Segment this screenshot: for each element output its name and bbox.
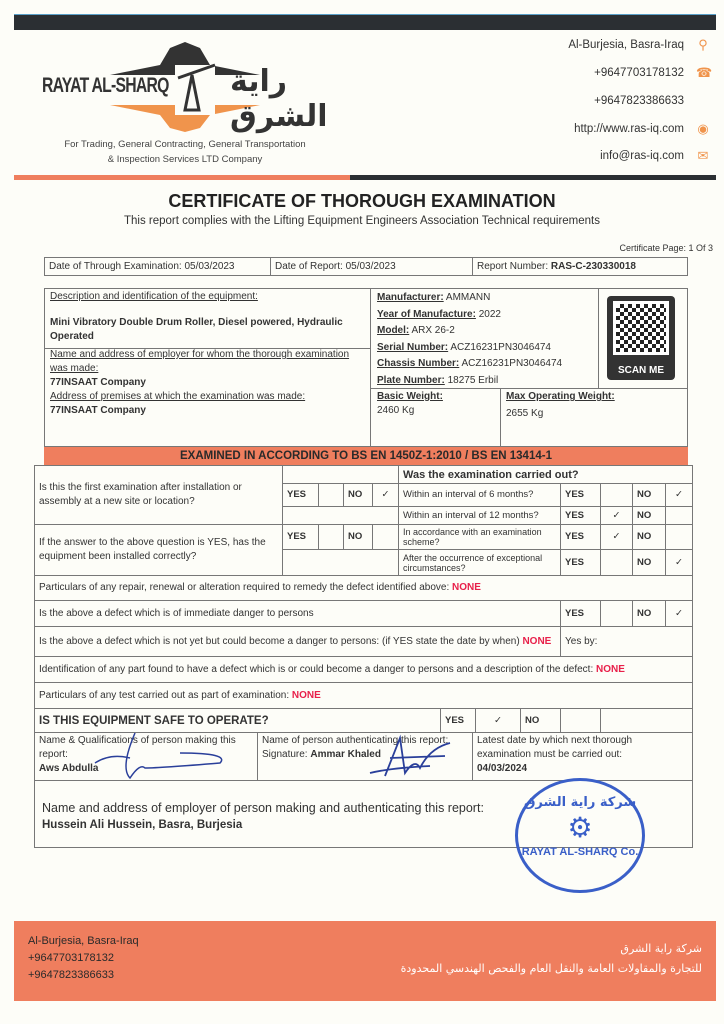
- equipment-fields: [377, 290, 597, 389]
- next-exam-date: Latest date by which next thorough examination must be carried out: 04/03/2024: [473, 733, 693, 781]
- mail-icon: ✉: [697, 148, 709, 163]
- contact-website[interactable]: http://www.ras-iq.com ◉: [574, 121, 709, 136]
- footer-arabic-desc: للتجارة والمقاولات العامة والنقل العام والفحص الهندسي المحدودة: [400, 962, 702, 975]
- contact-address: Al-Burjesia, Basra-Iraq ⚲: [568, 39, 684, 51]
- report-maker: Name & Qualifications of person making this report: Aws Abdulla: [35, 733, 258, 781]
- q-installed-correctly: If the answer to the above question is YES, has the equipment been installed correctly?: [35, 525, 283, 576]
- serial-field: Serial Number: ACZ16231PN3046474: [377, 341, 551, 353]
- company-tagline: For Trading, General Contracting, General Transportation & Inspection Services LTD Company: [64, 139, 306, 165]
- examination-table: Is this the first examination after installation or assembly at a new site or location? Was the examination carried out? YES NO ✓ Within an interval of 6 months? YES NO ✓ Within an interval of 12 months? YES ✓ NO If the answer to the above question is YES, has the equipment been installed correctly? YES NO In accordance with an examination scheme? YES ✓ NO After the occurrence of exceptional circumstances? YES NO ✓ Particulars of any repair, renewal or alteration required to remedy the defect identified above: NONE Is the above a defect which is of immediate danger to persons YES NO ✓ Is the above a defect which is not yet but could become a danger to persons: (if YES state the date by when) NONE Yes by: Identification of any part found to have a defect which is or could become a danger to persons and a description of the defect: NONE Particulars of any test carried out as part of examination: NONE: [34, 465, 693, 709]
- q-first-exam: Is this the first examination after installation or assembly at a new site or location?: [35, 466, 283, 525]
- logo-text-ar: راية الشرق: [230, 64, 328, 134]
- standard-banner: EXAMINED IN ACCORDING TO BS EN 1450Z-1:2010 / BS EN 13414-1: [44, 447, 688, 465]
- footer: [14, 921, 716, 1001]
- safe-table: IS THIS EQUIPMENT SAFE TO OPERATE? YES ✓ NO: [34, 708, 693, 733]
- company-stamp: شركة راية الشرق ⚙ RAYAT AL-SHARQ Co.: [515, 778, 645, 893]
- contact-phone-2: +9647823386633: [594, 95, 684, 107]
- divider-orange: [14, 175, 350, 180]
- description-label: Description and identification of the equipment:: [50, 291, 258, 302]
- footer-arabic-name: شركة راية الشرق: [620, 942, 702, 955]
- potential-danger: Is the above a defect which is not yet but could become a danger to persons: (if YES state the date by when) NONE: [35, 627, 561, 657]
- globe-icon: ◉: [697, 121, 709, 136]
- footer-phone-1: +9647703178132: [28, 952, 114, 964]
- premises-label: Address of premises at which the examination was made:: [50, 391, 306, 402]
- logo-text-en: RAYAT AL-SHARQ: [42, 74, 169, 97]
- company-logo: [40, 40, 330, 132]
- basic-weight: Basic Weight: 2460 Kg: [377, 391, 443, 416]
- checkbox-checked[interactable]: ✓: [373, 484, 399, 507]
- repair-particulars: Particulars of any repair, renewal or alteration required to remedy the defect identified above: NONE: [35, 576, 693, 601]
- divider-dark: [350, 175, 716, 180]
- page-title: CERTIFICATE OF THOROUGH EXAMINATION: [168, 191, 556, 211]
- test-particulars: Particulars of any test carried out as part of examination: NONE: [35, 683, 693, 709]
- employer-label: Name and address of employer for whom the thorough examination was made:: [50, 349, 350, 374]
- yes-by: Yes by:: [561, 627, 693, 657]
- carried-out-header: Was the examination carried out?: [399, 466, 693, 484]
- year-field: Year of Manufacture: 2022: [377, 308, 501, 320]
- contact-email[interactable]: info@ras-iq.com ✉: [600, 148, 709, 163]
- chassis-field: Chassis Number: ACZ16231PN3046474: [377, 358, 563, 369]
- qr-code[interactable]: SCAN ME: [607, 296, 675, 380]
- checkbox[interactable]: [319, 484, 344, 507]
- plate-field: Plate Number: 18275 Erbil: [377, 374, 499, 386]
- contact-phone-1: +9647703178132 ☎: [594, 65, 713, 80]
- immediate-danger: Is the above a defect which is of immediate danger to persons: [35, 601, 561, 627]
- model-field: Model: ARX 26-2: [377, 325, 455, 336]
- phone-icon: ☎: [696, 65, 713, 80]
- premises-value: 77INSAAT Company: [50, 405, 146, 416]
- footer-phone-2: +9647823386633: [28, 969, 114, 981]
- defect-identification: Identification of any part found to have a defect which is or could become a danger to persons and a description of the defect: NONE: [35, 657, 693, 683]
- signature-ammar: [360, 728, 460, 783]
- page-subtitle: This report complies with the Lifting Equipment Engineers Association Technical requirements: [123, 215, 600, 227]
- exam-date: Date of Through Examination: 05/03/2023: [45, 258, 271, 276]
- report-number: Report Number: RAS-C-230330018: [473, 258, 688, 276]
- report-date: Date of Report: 05/03/2023: [271, 258, 473, 276]
- safe-question: IS THIS EQUIPMENT SAFE TO OPERATE?: [35, 709, 441, 733]
- location-pin-icon: ⚲: [698, 37, 708, 52]
- report-authenticator: Name of person authenticating this report: Signature: Ammar Khaled: [258, 733, 473, 781]
- top-bar: [14, 14, 716, 30]
- footer-address: Al-Burjesia, Basra-Iraq: [28, 935, 139, 947]
- certificate-page: Certificate Page: 1 Of 3: [619, 243, 713, 253]
- signature-aws: [90, 728, 240, 783]
- employer-box-label: Name and address of employer of person making and authenticating this report:: [42, 801, 484, 815]
- employer-box-value: Hussein Ali Hussein, Basra, Burjesia: [42, 819, 243, 831]
- equipment-description: Mini Vibratory Double Drum Roller, Diesel powered, Hydraulic Operated: [50, 317, 343, 342]
- dates-table: [44, 257, 688, 276]
- max-weight: Max Operating Weight: 2655 Kg: [506, 391, 615, 419]
- employer-value: 77INSAAT Company: [50, 377, 146, 388]
- manufacturer-field: Manufacturer: AMMANN: [377, 292, 491, 303]
